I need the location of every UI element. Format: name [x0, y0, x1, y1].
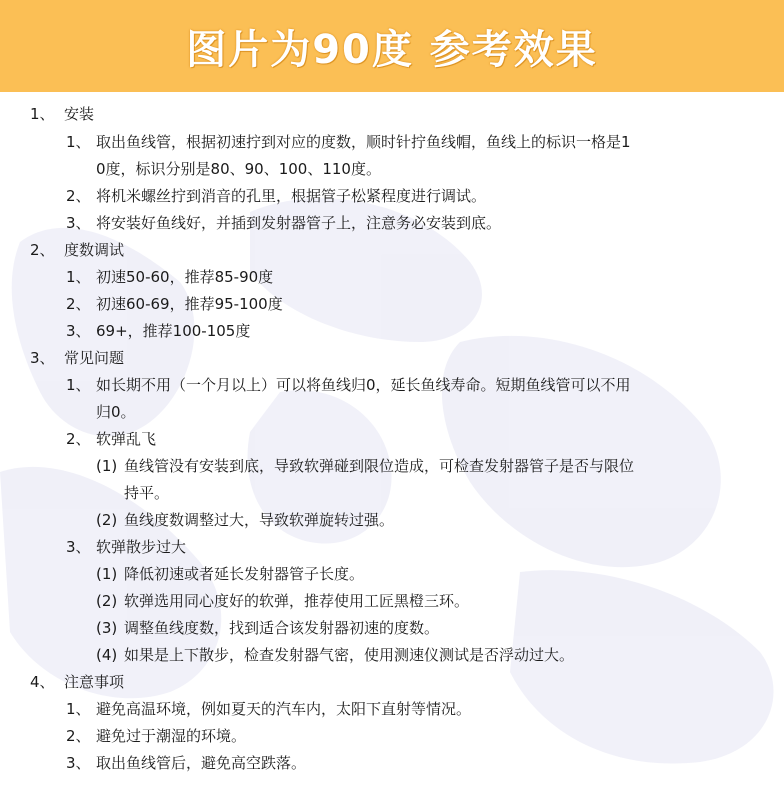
- item-number: 2、: [66, 430, 91, 448]
- section-number: 1、: [30, 105, 55, 123]
- item-text: 将安装好鱼线好，并插到发射器管子上，注意务必安装到底。: [96, 214, 502, 232]
- item-text: 避免过于潮湿的环境。: [96, 727, 247, 745]
- item-text: 软弹散步过大: [96, 538, 187, 556]
- point-number: (2): [96, 592, 118, 610]
- point-text: 调整鱼线度数，找到适合该发射器初速的度数。: [124, 619, 440, 637]
- item-text: 初速60-69，推荐95-100度: [96, 295, 283, 313]
- section-heading: [30, 348, 124, 368]
- section-title: 度数调试: [64, 241, 125, 259]
- list-item: [66, 699, 471, 719]
- list-item: [66, 186, 486, 206]
- list-item: [66, 726, 246, 746]
- list-item: [66, 537, 186, 557]
- item-text: 69+，推荐100-105度: [96, 322, 251, 340]
- sub-point: [96, 618, 439, 638]
- list-item: [66, 267, 273, 287]
- sub-point: [96, 591, 469, 611]
- section-heading: [30, 672, 124, 692]
- item-number: 3、: [66, 754, 91, 772]
- point-number: (3): [96, 619, 118, 637]
- item-number: 3、: [66, 214, 91, 232]
- sub-point: [96, 510, 394, 530]
- item-text: 取出鱼线管，根据初速拧到对应的度数，顺时针拧鱼线帽，鱼线上的标识一格是1: [96, 133, 631, 151]
- banner-title: 图片为90度 参考效果: [186, 26, 598, 73]
- item-text: 归0。: [96, 403, 136, 421]
- list-item: [66, 213, 501, 233]
- section-heading: [30, 240, 124, 260]
- section-heading: [30, 104, 94, 124]
- sub-point: [96, 564, 364, 584]
- section-number: 3、: [30, 349, 55, 367]
- section-title: 安装: [64, 105, 95, 123]
- point-text: 鱼线管没有安装到底，导致软弹碰到限位造成，可检查发射器管子是否与限位: [124, 457, 635, 475]
- item-number: 2、: [66, 295, 91, 313]
- section-title: 常见问题: [64, 349, 125, 367]
- item-text: 软弹乱飞: [96, 430, 157, 448]
- section-number: 2、: [30, 241, 55, 259]
- list-item-continuation: [96, 402, 136, 422]
- item-number: 1、: [66, 376, 91, 394]
- list-item-continuation: [96, 159, 381, 179]
- list-item: [66, 753, 306, 773]
- list-item: [66, 294, 283, 314]
- item-text: 取出鱼线管后，避免高空跌落。: [96, 754, 307, 772]
- item-text: 0度，标识分别是80、90、100、110度。: [96, 160, 381, 178]
- sub-point: [96, 645, 574, 665]
- point-text: 如果是上下散步，检查发射器气密，使用测速仪测试是否浮动过大。: [124, 646, 575, 664]
- header-banner: [0, 0, 784, 92]
- item-number: 1、: [66, 268, 91, 286]
- point-text: 持平。: [124, 484, 170, 502]
- section-number: 4、: [30, 673, 55, 691]
- list-item: [66, 321, 250, 341]
- item-text: 避免高温环境，例如夏天的汽车内，太阳下直射等情况。: [96, 700, 472, 718]
- sub-point-continuation: [124, 483, 169, 503]
- point-number: (2): [96, 511, 118, 529]
- list-item: [66, 429, 156, 449]
- point-number: (4): [96, 646, 118, 664]
- point-text: 软弹选用同心度好的软弹，推荐使用工匠黑橙三环。: [124, 592, 470, 610]
- point-number: (1): [96, 457, 118, 475]
- list-item: [66, 132, 631, 152]
- item-number: 2、: [66, 187, 91, 205]
- point-text: 降低初速或者延长发射器管子长度。: [124, 565, 365, 583]
- list-item: [66, 375, 631, 395]
- item-number: 1、: [66, 133, 91, 151]
- item-number: 1、: [66, 700, 91, 718]
- point-text: 鱼线度数调整过大，导致软弹旋转过强。: [124, 511, 395, 529]
- item-number: 2、: [66, 727, 91, 745]
- sub-point: [96, 456, 634, 476]
- point-number: (1): [96, 565, 118, 583]
- item-number: 3、: [66, 538, 91, 556]
- item-text: 如长期不用（一个月以上）可以将鱼线归0，延长鱼线寿命。短期鱼线管可以不用: [96, 376, 631, 394]
- item-text: 初速50-60，推荐85-90度: [96, 268, 274, 286]
- item-number: 3、: [66, 322, 91, 340]
- item-text: 将机米螺丝拧到消音的孔里，根据管子松紧程度进行调试。: [96, 187, 487, 205]
- section-title: 注意事项: [64, 673, 125, 691]
